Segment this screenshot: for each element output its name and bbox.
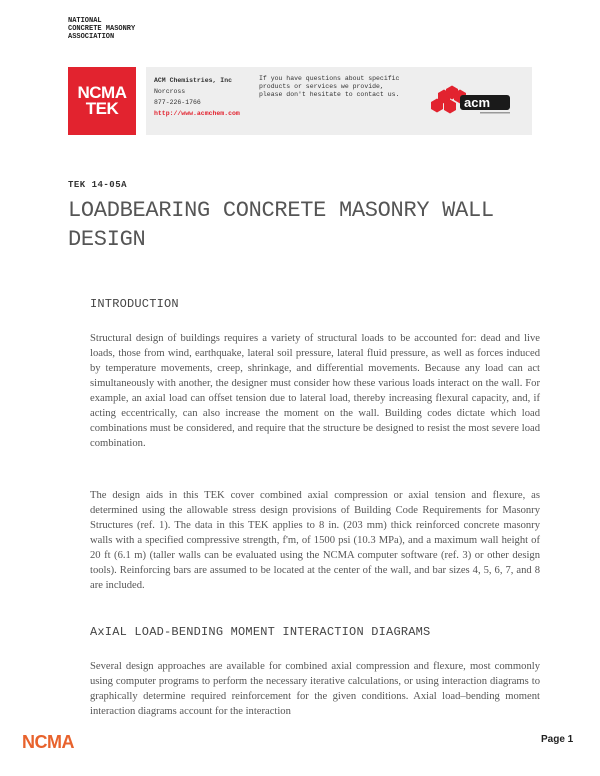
- tek-number: TEK 14-05A: [68, 180, 128, 190]
- sponsor-box: [146, 67, 532, 135]
- page-number: Page 1: [541, 734, 574, 745]
- logo-line-tek: TEK: [85, 99, 119, 118]
- heading-introduction: INTRODUCTION: [90, 297, 179, 311]
- heading-interaction-diagrams: AxIAL LOAD-BENDING MOMENT INTERACTION DIAGRAMS: [90, 625, 431, 639]
- acm-logo-text: acm: [464, 95, 491, 110]
- document-title: LOADBEARING CONCRETE MASONRY WALL DESIGN: [68, 198, 494, 252]
- acm-logo: [430, 85, 520, 117]
- sponsor-contact: [154, 75, 240, 119]
- intro-paragraph-2: The design aids in this TEK cover combined axial compression or axial tension and flexure, as determined using the allowable stress design provisions of Building Code Requirements for Masonry Structures (ref. 1). The data in this TEK applies to 8 in. (203 mm) thick reinforced concrete masonry walls with a specified compressive strength, f'm, of 1500 psi (10.3 MPa), and a maximum wall height of 20 ft (6.1 m) (taller walls can be evaluated using the NCMA computer software (ref. 3) or other design tools). Reinforcing bars are assumed to be located at the center of the wall, and bar sizes 4, 5, 6, 7, and 8 are included.: [90, 490, 540, 591]
- ncma-tek-logo: [68, 67, 136, 135]
- org-name: NATIONAL CONCRETE MASONRY ASSOCIATION: [68, 17, 136, 41]
- sponsor-phone: 877-226-1766: [154, 99, 201, 106]
- sponsor-url-link[interactable]: http://www.acmchem.com: [154, 110, 240, 117]
- sponsor-city: Norcross: [154, 88, 186, 95]
- footer-ncma-logo: NCMA: [22, 732, 74, 752]
- intro-paragraph-1: Structural design of buildings requires a variety of structural loads to be accounted for: dead and live loads, those from wind, earthquake, lateral soil pressure, lateral fluid pressure, as well as forces induced by temperature movements, creep, shrinkage, and differential movements. Because any load can act simultaneously with another, the designer must consider how these various loads interact on the wall. For example, an axial load can offset tension due to lateral load, thereby increasing flexural capacity, and, if acting eccentrically, can also increase the moment on the wall. Building codes dictate which load combinations must be considered, and require that the structure be designed to resist the most severe load combination.: [90, 333, 540, 449]
- sponsor-note: If you have questions about specific products or services we provide, please don't hesitate to contact us.: [259, 75, 400, 98]
- logo-line-ncma: NCMA: [77, 83, 127, 102]
- sponsor-name: ACM Chemistries, Inc: [154, 77, 233, 84]
- interaction-paragraph-1: Several design approaches are available for combined axial compression and flexure, most commonly using computer programs to perform the necessary iterative calculations, or using interaction diagrams to graphically determine required reinforcement for the given conditions. Axial load–bending moment interaction diagrams account for the interaction: [90, 661, 540, 717]
